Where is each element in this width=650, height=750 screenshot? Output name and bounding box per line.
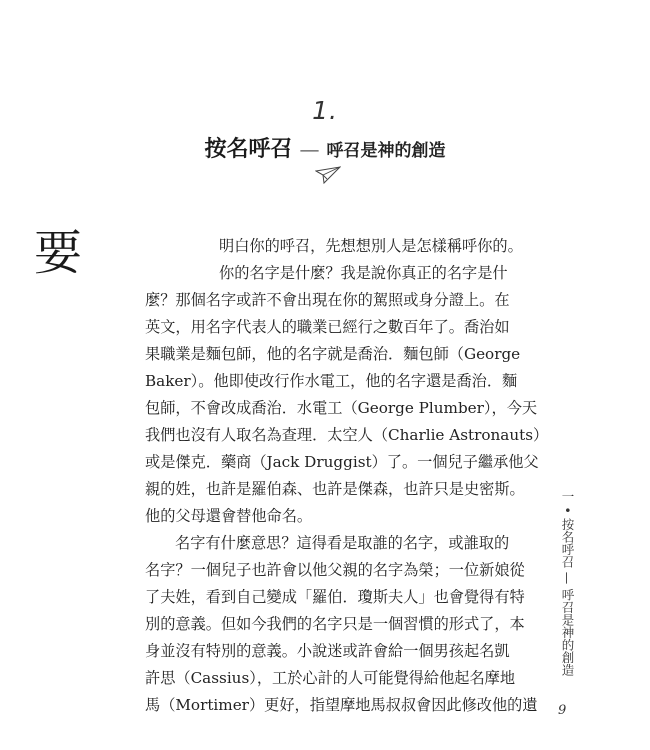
- text-line: 你的名字是什麼？我是說你真正的名字是什: [219, 264, 508, 282]
- page-number: 9: [558, 703, 567, 718]
- text-line: 他的父母還會替他命名。: [145, 507, 313, 525]
- text-line: 身並沒有特別的意義。小說迷或許會給一個男孩起名凱: [145, 642, 510, 660]
- text-line: 麼？那個名字或許不會出現在你的駕照或身分證上。在: [145, 291, 510, 309]
- text-line: Baker）。他即使改行作水電工，他的名字還是喬治．麵: [145, 372, 518, 390]
- text-line: 了夫姓，看到自己變成「羅伯．瓊斯夫人」也會覺得有特: [145, 588, 525, 606]
- chapter-title-main: 按名呼召: [204, 137, 293, 162]
- chapter-number: 1.: [312, 96, 338, 125]
- paragraph: [145, 233, 549, 530]
- text-line: 名字有什麼意思？這得看是取誰的名字，或誰取的: [175, 534, 510, 552]
- text-line: 別的意義。但如今我們的名字只是一個習慣的形式了，本: [145, 615, 525, 633]
- text-line: 名字？一個兒子也許會以他父親的名字為榮；一位新娘從: [145, 561, 525, 579]
- paper-plane-icon: [315, 165, 341, 185]
- text-line: 我們也沒有人取名為查理．太空人（Charlie Astronauts）: [145, 426, 549, 444]
- text-line: 親的姓，也許是羅伯森、也許是傑森，也許只是史密斯。: [145, 480, 525, 498]
- chapter-title-dash: —: [299, 137, 320, 161]
- text-line: 果職業是麵包師，他的名字就是喬治．麵包師（George: [145, 345, 521, 363]
- text-line: 馬（Mortimer）更好，指望摩地馬叔叔會因此修改他的遺: [145, 696, 538, 714]
- text-line: 包師，不會改成喬治．水電工（George Plumber），今天: [145, 399, 538, 417]
- chapter-title: [0, 132, 650, 163]
- drop-cap: 要: [34, 225, 83, 281]
- body-text: [145, 233, 549, 719]
- paragraph: [145, 530, 538, 719]
- chapter-title-subtitle: 呼召是神的創造: [326, 141, 446, 161]
- text-line: 英文，用名字代表人的職業已經行之數百年了。喬治如: [145, 318, 510, 336]
- running-head: 一 • 按名呼召 — 呼召是神的創造: [560, 490, 575, 676]
- text-line: 許思（Cassius），工於心計的人可能覺得給他起名摩地: [145, 669, 516, 687]
- text-line: 或是傑克．藥商（Jack Druggist）了。一個兒子繼承他父: [145, 453, 539, 471]
- text-line: 明白你的呼召，先想想別人是怎樣稱呼你的。: [219, 237, 523, 255]
